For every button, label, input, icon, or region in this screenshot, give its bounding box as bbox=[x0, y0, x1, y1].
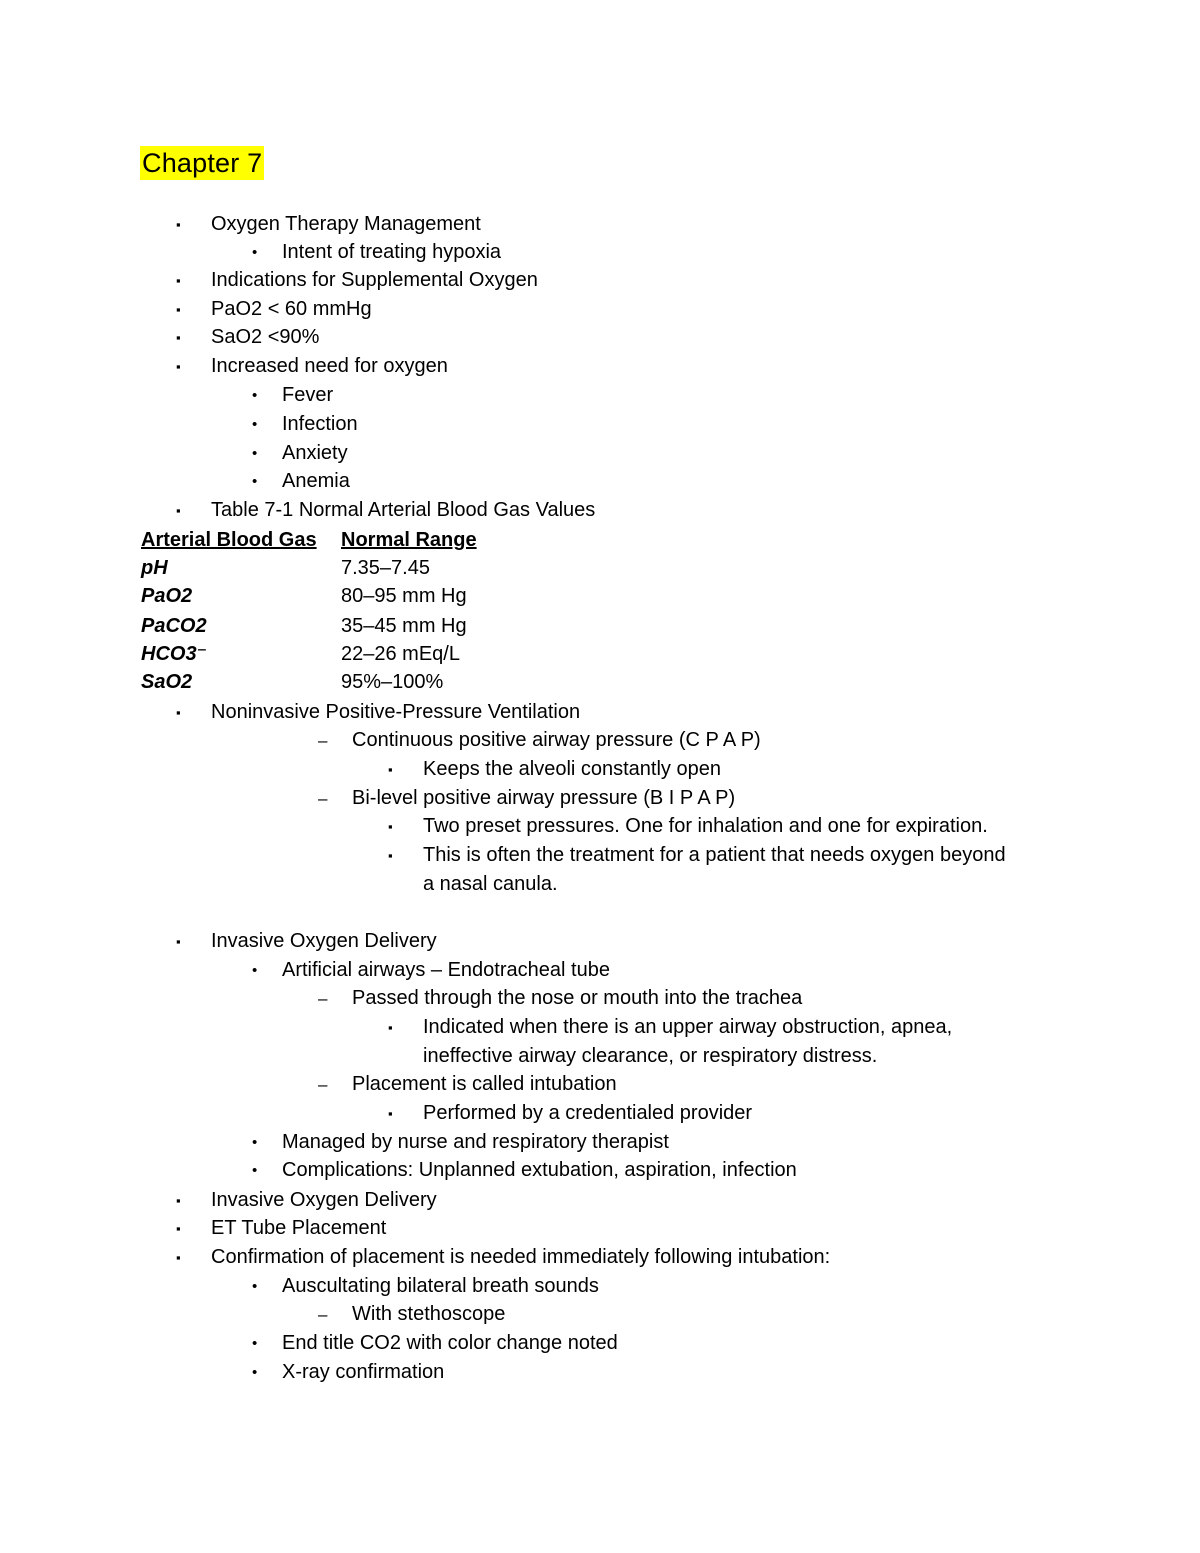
list-item-text: SaO2 <90% bbox=[211, 326, 320, 348]
list-item-text: Passed through the nose or mouth into the trachea bbox=[352, 987, 803, 1009]
dot-bullet-icon: • bbox=[252, 1364, 258, 1381]
square-bullet-icon: ▪ bbox=[176, 705, 181, 720]
table-header-abg: Arterial Blood Gas bbox=[141, 529, 317, 551]
list-item-text: ineffective airway clearance, or respiratory distress. bbox=[423, 1045, 878, 1067]
list-item-text: Artificial airways – Endotracheal tube bbox=[282, 959, 610, 981]
list-item-text: Two preset pressures. One for inhalation and one for expiration. bbox=[423, 815, 988, 837]
list-item-text: Complications: Unplanned extubation, aspiration, infection bbox=[282, 1159, 797, 1181]
list-item-text: Indications for Supplemental Oxygen bbox=[211, 269, 538, 291]
list-item-text: Invasive Oxygen Delivery bbox=[211, 1189, 437, 1211]
table-row-name: SaO2 bbox=[141, 671, 193, 693]
list-item-text: Oxygen Therapy Management bbox=[211, 213, 481, 235]
dot-bullet-icon: • bbox=[252, 1134, 258, 1151]
square-bullet-icon: ▪ bbox=[176, 273, 181, 288]
list-item-text: X-ray confirmation bbox=[282, 1361, 445, 1383]
dash-bullet-icon: – bbox=[318, 1305, 328, 1324]
list-item-text: Fever bbox=[282, 384, 334, 406]
square-bullet-icon: ▪ bbox=[388, 819, 393, 834]
dot-bullet-icon: • bbox=[252, 416, 258, 433]
list-item-text: Bi-level positive airway pressure (B I P A P) bbox=[352, 787, 736, 809]
dash-bullet-icon: – bbox=[318, 989, 328, 1008]
square-bullet-icon: ▪ bbox=[388, 1106, 393, 1121]
dot-bullet-icon: • bbox=[252, 962, 258, 979]
square-bullet-icon: ▪ bbox=[388, 848, 393, 863]
list-item-text: Intent of treating hypoxia bbox=[282, 241, 502, 263]
list-item-text: Managed by nurse and respiratory therapist bbox=[282, 1131, 669, 1153]
list-item-text: Indicated when there is an upper airway obstruction, apnea, bbox=[423, 1016, 953, 1038]
table-row-value: 35–45 mm Hg bbox=[341, 615, 467, 637]
list-item-text: End title CO2 with color change noted bbox=[282, 1332, 618, 1354]
list-item-text: Anemia bbox=[282, 470, 350, 492]
square-bullet-icon: ▪ bbox=[388, 1020, 393, 1035]
table-row-name: PaO2 bbox=[141, 585, 193, 607]
dot-bullet-icon: • bbox=[252, 1162, 258, 1179]
dash-bullet-icon: – bbox=[318, 731, 328, 750]
dot-bullet-icon: • bbox=[252, 445, 258, 462]
list-item-text: Increased need for oxygen bbox=[211, 355, 448, 377]
dot-bullet-icon: • bbox=[252, 387, 258, 404]
chapter-title: Chapter 7 bbox=[142, 148, 263, 178]
square-bullet-icon: ▪ bbox=[176, 503, 181, 518]
dot-bullet-icon: • bbox=[252, 1335, 258, 1352]
dot-bullet-icon: • bbox=[252, 1278, 258, 1295]
table-header-range: Normal Range bbox=[341, 529, 477, 551]
square-bullet-icon: ▪ bbox=[176, 1221, 181, 1236]
list-item-text: Noninvasive Positive-Pressure Ventilation bbox=[211, 701, 581, 723]
list-item-text: With stethoscope bbox=[352, 1303, 506, 1325]
dash-bullet-icon: – bbox=[318, 789, 328, 808]
list-item-text: Placement is called intubation bbox=[352, 1073, 617, 1095]
table-row-name: HCO3⁻ bbox=[141, 643, 208, 665]
list-item-text: PaO2 < 60 mmHg bbox=[211, 298, 372, 320]
square-bullet-icon: ▪ bbox=[176, 1193, 181, 1208]
list-item-text: Performed by a credentialed provider bbox=[423, 1102, 753, 1124]
list-item-text: Continuous positive airway pressure (C P A P) bbox=[352, 729, 761, 751]
list-item-text: Invasive Oxygen Delivery bbox=[211, 930, 437, 952]
list-item-text: Auscultating bilateral breath sounds bbox=[282, 1275, 599, 1297]
dash-bullet-icon: – bbox=[318, 1075, 328, 1094]
square-bullet-icon: ▪ bbox=[176, 217, 181, 232]
table-row-name: PaCO2 bbox=[141, 615, 207, 637]
table-row-value: 7.35–7.45 bbox=[341, 557, 430, 579]
table-row-value: 80–95 mm Hg bbox=[341, 585, 467, 607]
list-item-text: Confirmation of placement is needed immediately following intubation: bbox=[211, 1246, 831, 1268]
list-item-text: Table 7-1 Normal Arterial Blood Gas Values bbox=[211, 499, 596, 521]
square-bullet-icon: ▪ bbox=[176, 359, 181, 374]
list-item-text: This is often the treatment for a patient that needs oxygen beyond bbox=[423, 844, 1006, 866]
table-row-value: 22–26 mEq/L bbox=[341, 643, 460, 665]
list-item-text: Keeps the alveoli constantly open bbox=[423, 758, 721, 780]
square-bullet-icon: ▪ bbox=[176, 302, 181, 317]
square-bullet-icon: ▪ bbox=[388, 762, 393, 777]
list-item-text: ET Tube Placement bbox=[211, 1217, 387, 1239]
table-row-value: 95%–100% bbox=[341, 671, 444, 693]
square-bullet-icon: ▪ bbox=[176, 934, 181, 949]
table-row-name: pH bbox=[141, 557, 168, 579]
list-item-text: Infection bbox=[282, 413, 358, 435]
dot-bullet-icon: • bbox=[252, 473, 258, 490]
square-bullet-icon: ▪ bbox=[176, 1250, 181, 1265]
list-item-text: a nasal canula. bbox=[423, 873, 558, 895]
square-bullet-icon: ▪ bbox=[176, 330, 181, 345]
list-item-text: Anxiety bbox=[282, 442, 348, 464]
dot-bullet-icon: • bbox=[252, 244, 258, 261]
